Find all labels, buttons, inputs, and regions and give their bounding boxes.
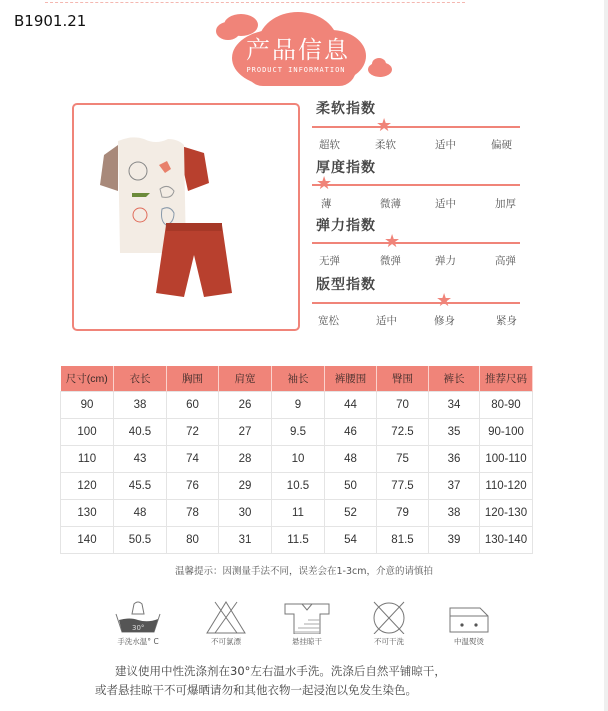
care-hang-dry bbox=[272, 600, 342, 647]
index-option: 适中 bbox=[376, 315, 397, 327]
table-cell: 11 bbox=[272, 500, 325, 527]
product-image-outfit bbox=[74, 105, 298, 329]
care-label: 不可干洗 bbox=[374, 637, 404, 646]
table-cell: 72.5 bbox=[377, 419, 429, 446]
table-cell: 26 bbox=[219, 392, 272, 419]
care-label: 中温熨烫 bbox=[454, 637, 484, 646]
table-cell: 120 bbox=[61, 473, 114, 500]
star-marker-icon: ★ bbox=[436, 290, 453, 311]
table-cell: 34 bbox=[429, 392, 480, 419]
table-cell: 9.5 bbox=[272, 419, 325, 446]
table-cell: 140 bbox=[61, 527, 114, 554]
table-row bbox=[61, 527, 533, 554]
table-cell: 130-140 bbox=[480, 527, 533, 554]
table-header-row bbox=[61, 366, 533, 392]
table-row bbox=[61, 473, 533, 500]
column-header: 衣长 bbox=[114, 366, 167, 392]
index-option: 宽松 bbox=[318, 315, 339, 327]
index-option: 微弹 bbox=[380, 255, 401, 267]
care-no-dry-clean bbox=[354, 600, 424, 647]
index-option: 超软 bbox=[319, 139, 340, 151]
table-cell: 45.5 bbox=[114, 473, 167, 500]
table-cell: 100 bbox=[61, 419, 114, 446]
table-cell: 48 bbox=[325, 446, 377, 473]
table-cell: 52 bbox=[325, 500, 377, 527]
svg-text:30°: 30° bbox=[132, 624, 145, 632]
table-cell: 74 bbox=[167, 446, 219, 473]
column-header: 袖长 bbox=[272, 366, 325, 392]
care-label: 不可氯漂 bbox=[211, 637, 241, 646]
index-scale-line bbox=[312, 184, 520, 186]
index-option: 无弹 bbox=[319, 255, 340, 267]
table-cell: 48 bbox=[114, 500, 167, 527]
table-cell: 75 bbox=[377, 446, 429, 473]
care-hand-wash bbox=[103, 600, 173, 647]
index-option: 高弹 bbox=[495, 255, 516, 267]
table-cell: 90 bbox=[61, 392, 114, 419]
table-cell: 79 bbox=[377, 500, 429, 527]
table-cell: 36 bbox=[429, 446, 480, 473]
index-scale-line bbox=[312, 242, 520, 244]
advice-line: 建议使用中性洗涤剂在30°左右温水手洗。洗涤后自然平铺晾干， bbox=[115, 664, 446, 678]
table-cell: 46 bbox=[325, 419, 377, 446]
no-dry-clean-icon bbox=[364, 600, 414, 634]
table-row bbox=[61, 419, 533, 446]
table-cell: 78 bbox=[167, 500, 219, 527]
hang-dry-icon bbox=[282, 600, 332, 634]
table-cell: 120-130 bbox=[480, 500, 533, 527]
table-cell: 81.5 bbox=[377, 527, 429, 554]
no-bleach-icon bbox=[201, 600, 251, 634]
star-marker-icon: ★ bbox=[376, 115, 393, 136]
advice-line: 或者悬挂晾干不可爆晒请勿和其他衣物一起浸泡以免发生染色。 bbox=[95, 683, 417, 697]
index-option: 柔软 bbox=[375, 139, 396, 151]
table-cell: 44 bbox=[325, 392, 377, 419]
table-cell: 31 bbox=[219, 527, 272, 554]
star-marker-icon: ★ bbox=[316, 173, 333, 194]
care-no-bleach bbox=[191, 600, 261, 647]
column-header: 胸围 bbox=[167, 366, 219, 392]
table-cell: 10 bbox=[272, 446, 325, 473]
table-cell: 77.5 bbox=[377, 473, 429, 500]
measurement-note: 温馨提示：因测量手法不同，误差会在1-3cm，介意的请慎拍 bbox=[175, 566, 433, 577]
table-cell: 11.5 bbox=[272, 527, 325, 554]
table-cell: 110-120 bbox=[480, 473, 533, 500]
table-cell: 38 bbox=[429, 500, 480, 527]
column-header: 推荐尺码 bbox=[480, 366, 533, 392]
index-option: 适中 bbox=[435, 198, 456, 210]
column-header: 尺寸(cm) bbox=[61, 366, 114, 392]
product-image-frame bbox=[72, 103, 300, 331]
table-row bbox=[61, 446, 533, 473]
hand-wash-icon bbox=[110, 600, 166, 634]
table-cell: 60 bbox=[167, 392, 219, 419]
table-row bbox=[61, 500, 533, 527]
index-option: 修身 bbox=[434, 315, 455, 327]
index-option: 偏硬 bbox=[491, 139, 512, 151]
index-title: 弹力指数 bbox=[316, 218, 376, 234]
table-cell: 76 bbox=[167, 473, 219, 500]
top-dashed-border bbox=[45, 2, 465, 3]
care-label: 手洗水温° C bbox=[117, 637, 159, 646]
table-cell: 10.5 bbox=[272, 473, 325, 500]
index-option: 弹力 bbox=[435, 255, 456, 267]
index-title: 版型指数 bbox=[316, 277, 376, 293]
size-table bbox=[60, 366, 533, 554]
table-cell: 50 bbox=[325, 473, 377, 500]
table-cell: 39 bbox=[429, 527, 480, 554]
table-cell: 38 bbox=[114, 392, 167, 419]
table-cell: 54 bbox=[325, 527, 377, 554]
table-cell: 50.5 bbox=[114, 527, 167, 554]
table-cell: 40.5 bbox=[114, 419, 167, 446]
index-title: 柔软指数 bbox=[316, 101, 376, 117]
table-cell: 130 bbox=[61, 500, 114, 527]
table-cell: 27 bbox=[219, 419, 272, 446]
title-chinese: 产品信息 bbox=[246, 36, 350, 64]
index-option: 适中 bbox=[435, 139, 456, 151]
table-cell: 35 bbox=[429, 419, 480, 446]
index-option: 紧身 bbox=[496, 315, 517, 327]
care-label: 悬挂晾干 bbox=[292, 637, 322, 646]
index-option: 加厚 bbox=[495, 198, 516, 210]
column-header: 裤腰围 bbox=[325, 366, 377, 392]
table-cell: 80 bbox=[167, 527, 219, 554]
table-cell: 80-90 bbox=[480, 392, 533, 419]
table-cell: 72 bbox=[167, 419, 219, 446]
table-row bbox=[61, 392, 533, 419]
table-cell: 70 bbox=[377, 392, 429, 419]
table-cell: 30 bbox=[219, 500, 272, 527]
table-cell: 37 bbox=[429, 473, 480, 500]
table-cell: 28 bbox=[219, 446, 272, 473]
column-header: 肩宽 bbox=[219, 366, 272, 392]
product-code: B1901.21 bbox=[14, 12, 87, 30]
care-medium-iron bbox=[434, 600, 504, 647]
table-cell: 43 bbox=[114, 446, 167, 473]
column-header: 裤长 bbox=[429, 366, 480, 392]
table-cell: 110 bbox=[61, 446, 114, 473]
title-english: PRODUCT INFORMATION bbox=[246, 66, 346, 74]
table-cell: 100-110 bbox=[480, 446, 533, 473]
table-cell: 90-100 bbox=[480, 419, 533, 446]
scrollbar-edge bbox=[604, 0, 608, 711]
medium-iron-icon bbox=[444, 600, 494, 634]
care-advice bbox=[95, 662, 535, 700]
index-scale-line bbox=[312, 126, 520, 128]
index-option: 微薄 bbox=[380, 198, 401, 210]
table-cell: 9 bbox=[272, 392, 325, 419]
index-option: 薄 bbox=[321, 198, 332, 210]
table-cell: 29 bbox=[219, 473, 272, 500]
star-marker-icon: ★ bbox=[384, 231, 401, 252]
index-title: 厚度指数 bbox=[316, 160, 376, 176]
column-header: 臀围 bbox=[377, 366, 429, 392]
index-scale-line bbox=[312, 302, 520, 304]
